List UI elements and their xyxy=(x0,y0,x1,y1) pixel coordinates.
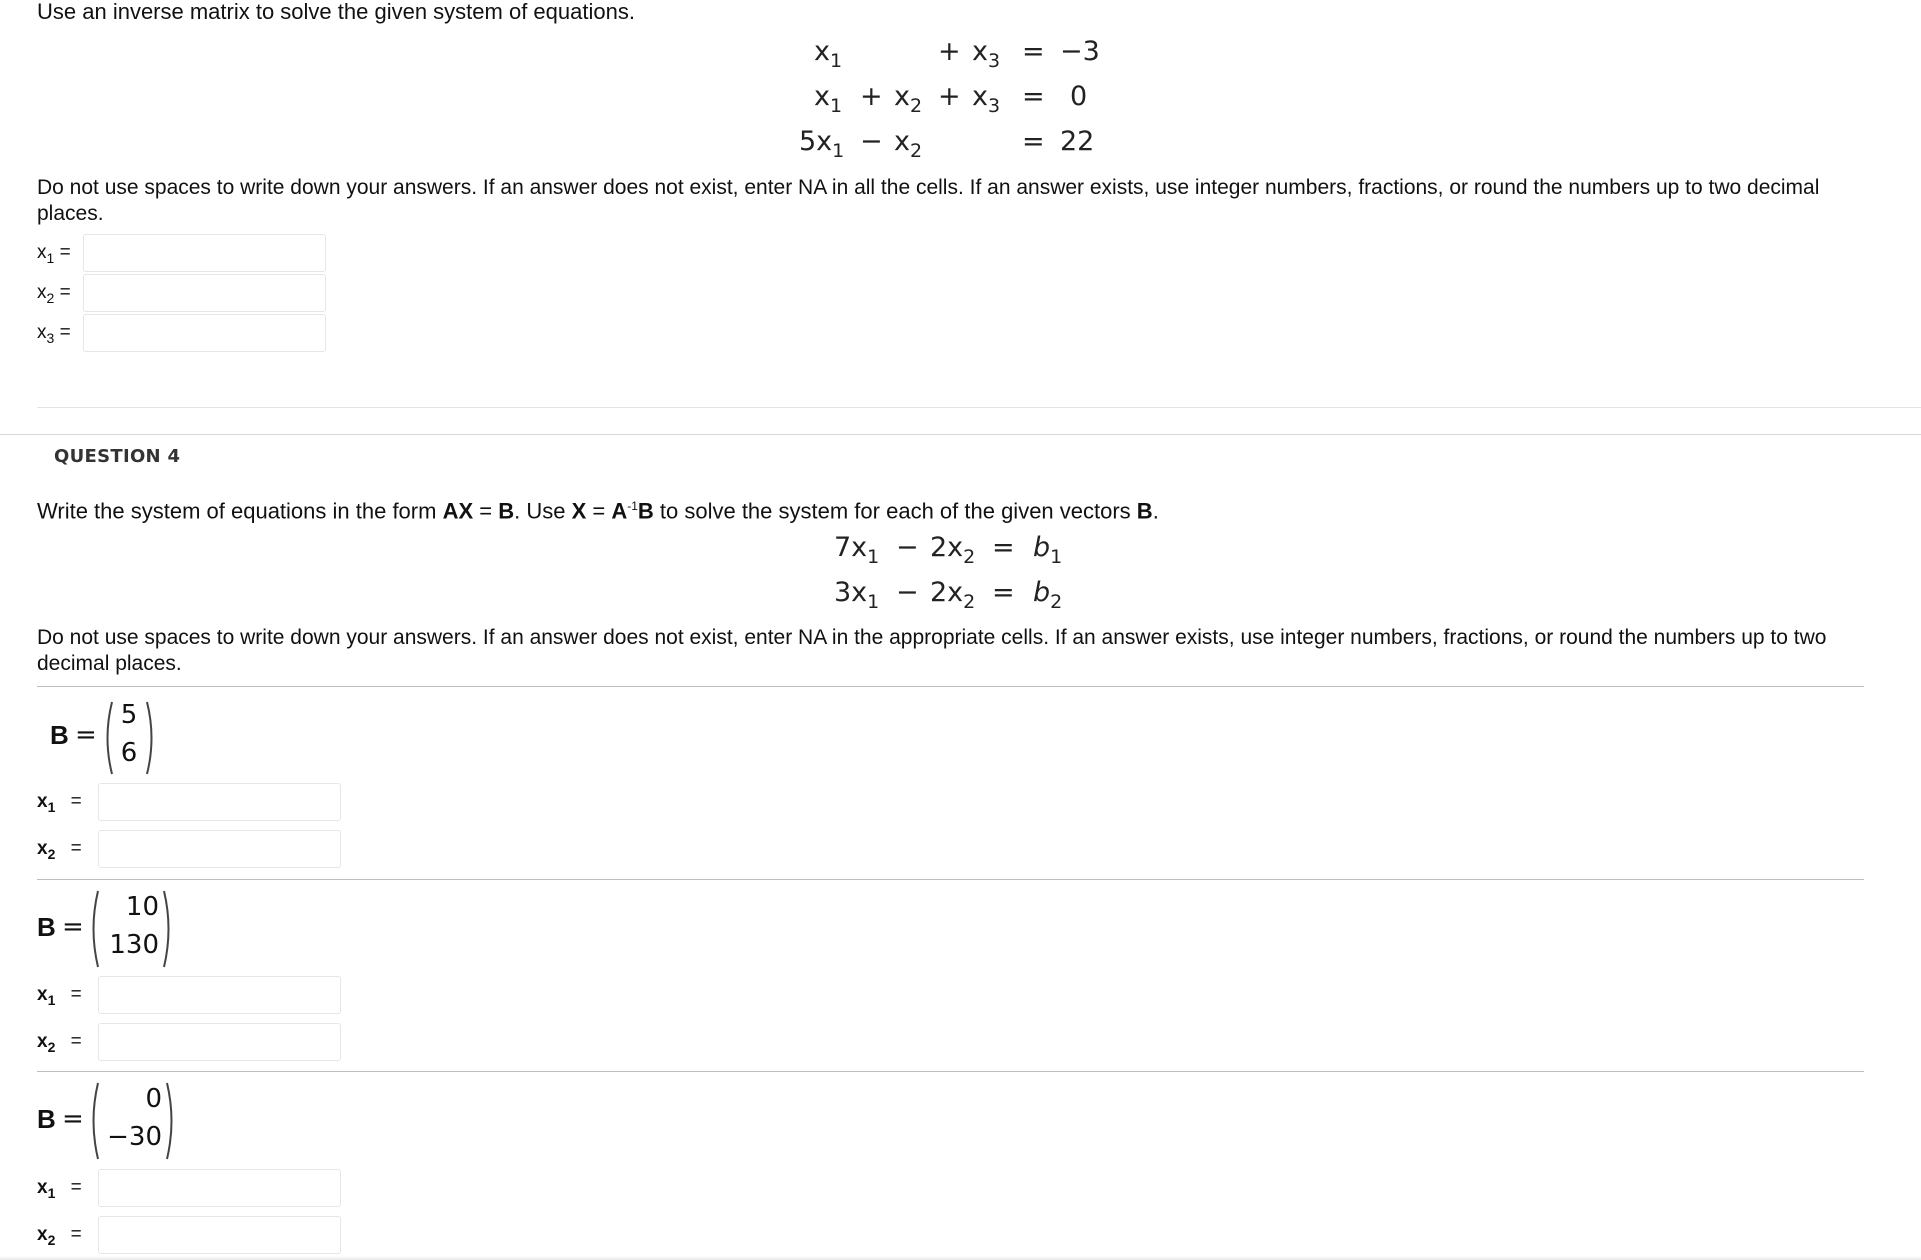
q3-x2-input[interactable] xyxy=(83,274,326,312)
x2-label: $x_2$ = xyxy=(37,282,71,306)
divider xyxy=(37,407,1921,408)
case1-x2-input[interactable] xyxy=(98,830,341,868)
x1-label: $x_1$ = xyxy=(37,242,71,266)
equation-system-q3: $x_1$ + $x_3$ = −3 $x_1$ + $x_2$ + $x_3$ = 0 $5x_1$ − $x_2$ = 22 xyxy=(799,36,1100,162)
q3-x3-input[interactable] xyxy=(83,314,326,352)
question-title: QUESTION 4 xyxy=(54,446,181,467)
b-vector-1: B = 5 6 xyxy=(50,700,170,776)
x2-label: $x_2$ = xyxy=(37,1031,82,1055)
equation-row-2: $x_1$ xyxy=(814,81,843,117)
divider xyxy=(37,879,1864,880)
answer-format-notice: Do not use spaces to write down your answers. If an answer does not exist, enter NA in the appropriate cells. If an answer exists, use integer numbers, fractions, or round the numbers up to two decimal places. xyxy=(37,626,1827,675)
right-paren xyxy=(145,700,157,776)
page-fold-shadow xyxy=(0,1256,1921,1260)
x1-label: $x_1$ = xyxy=(37,1177,82,1201)
divider xyxy=(37,686,1864,687)
equation-row-2: $3x_1$ xyxy=(834,577,880,613)
right-paren xyxy=(165,1081,177,1161)
equation-system-q4: $7x_1$ − $2x_2$ = $b_1$ $3x_1$ − $2x_2$ = $b_2$ xyxy=(834,532,1063,613)
q3-x1-input[interactable] xyxy=(83,234,326,272)
x2-label: $x_2$ = xyxy=(37,838,82,862)
x1-label: $x_1$ = xyxy=(37,791,82,815)
equation-row-3: $5x_1$ xyxy=(799,126,845,162)
case1-x1-input[interactable] xyxy=(98,783,341,821)
b-vector-3: B = 0 −30 xyxy=(37,1081,197,1161)
equation-row-1: $x_1$ xyxy=(814,36,843,72)
x2-label: $x_2$ = xyxy=(37,1224,82,1248)
question-3-prompt: Use an inverse matrix to solve the given system of equations. xyxy=(37,0,635,24)
b-vector-2: B = 10 130 xyxy=(37,889,197,969)
question-separator xyxy=(0,434,1921,435)
case3-x2-input[interactable] xyxy=(98,1216,341,1254)
question-4-prompt: Write the system of equations in the form AX = B. Use $X = A^{-1}B$ to solve the system for each of the given vectors B. xyxy=(37,498,1159,524)
case3-x1-input[interactable] xyxy=(98,1169,341,1207)
case2-x2-input[interactable] xyxy=(98,1023,341,1061)
equation-row-1: $7x_1$ xyxy=(834,532,880,568)
case2-x1-input[interactable] xyxy=(98,976,341,1014)
x1-label: $x_1$ = xyxy=(37,984,82,1008)
right-paren xyxy=(162,889,174,969)
x3-label: $x_3$ = xyxy=(37,322,71,346)
divider xyxy=(37,1071,1864,1072)
answer-format-notice: Do not use spaces to write down your answers. If an answer does not exist, enter NA in all the cells. If an answer exists, use integer numbers, fractions, or round the numbers up to two decimal places. xyxy=(37,176,1820,225)
